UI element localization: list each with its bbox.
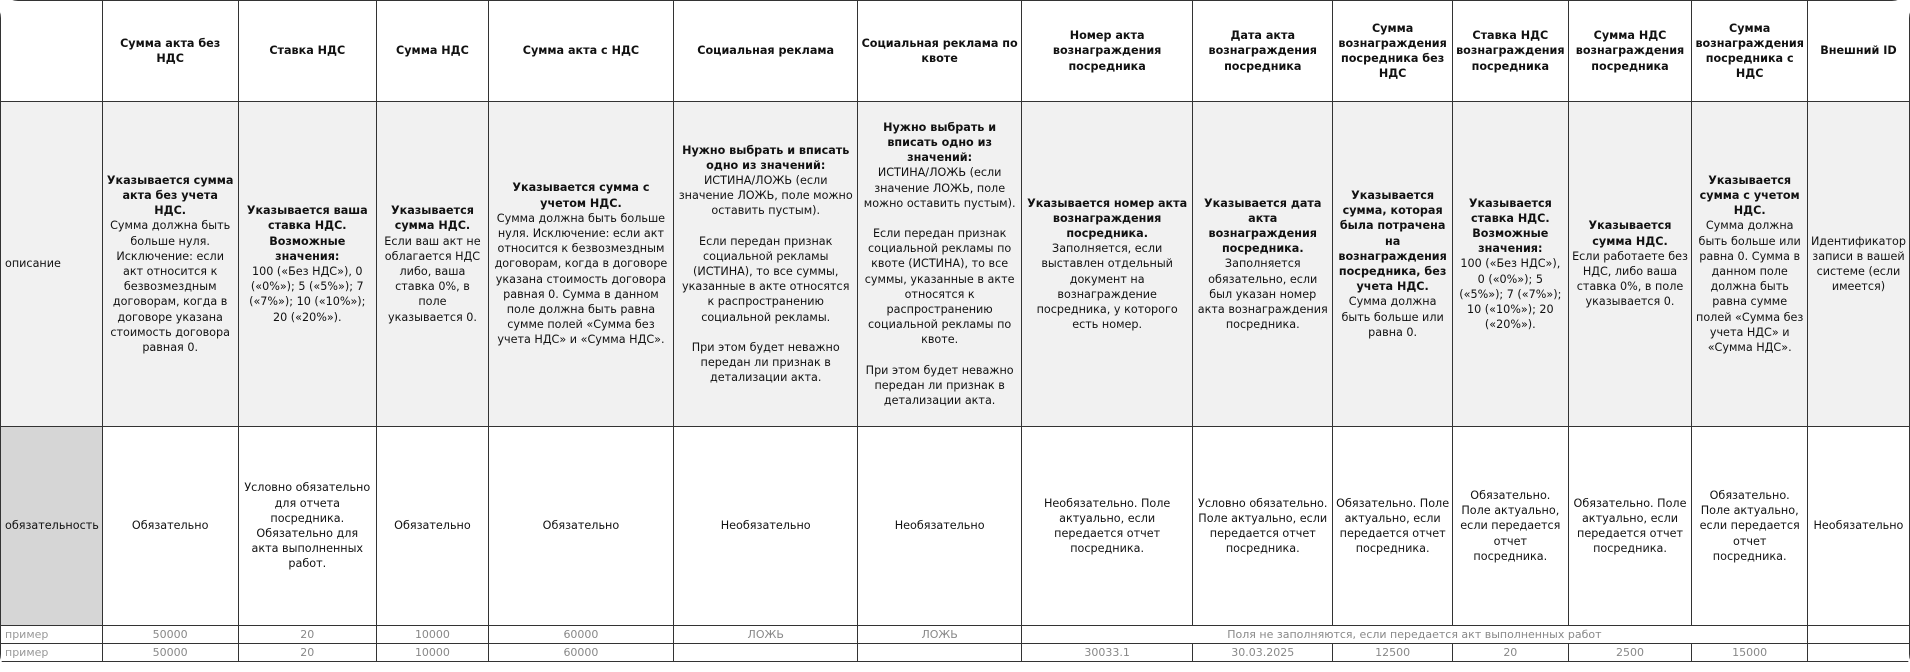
description-cell[interactable]: Указывается сумма НДС. Если работаете без НДС, либо ваша ставка 0%, в поле указывается 0. (1568, 102, 1692, 427)
required-row (1, 427, 1910, 626)
description-cell[interactable]: Указывается ваша ставка НДС. Возможные значения: 100 («Без НДС»), 0 («0%»); 5 («5%»); 7 («7%»); 10 («10%»); 20 («20%»). (238, 102, 377, 427)
header-cell[interactable]: Сумма вознаграждения посредника без НДС (1333, 1, 1453, 102)
header-cell[interactable]: Ставка НДС вознаграждения посредника (1453, 1, 1568, 102)
header-cell[interactable]: Сумма акта с НДС (488, 1, 673, 102)
example-cell[interactable]: 15000 (1692, 644, 1807, 662)
example-cell[interactable]: 12500 (1333, 644, 1453, 662)
example-cell[interactable] (1807, 644, 1909, 662)
description-cell[interactable]: Указывается сумма НДС. Если ваш акт не облагается НДС либо, ваша ставка 0%, в поле указывается 0. (377, 102, 489, 427)
required-cell[interactable]: Обязательно (488, 427, 673, 626)
example-row (1, 626, 1910, 644)
row-label[interactable]: пример (1, 626, 103, 644)
header-cell[interactable]: Дата акта вознаграждения посредника (1193, 1, 1333, 102)
required-cell[interactable]: Обязательно (102, 427, 238, 626)
required-cell[interactable]: Условно обязательно для отчета посредника. Обязательно для акта выполненных работ. (238, 427, 377, 626)
description-cell[interactable]: Указывается сумма с учетом НДС. Сумма должна быть больше или равна 0. Сумма в данном поле должна быть равна сумме полей «Сумма без учета НДС» и «Сумма НДС». (1692, 102, 1807, 427)
example-cell[interactable]: 10000 (377, 644, 489, 662)
required-cell[interactable]: Необязательно. Поле актуально, если передается отчет посредника. (1021, 427, 1192, 626)
description-cell[interactable]: Идентификатор записи в вашей системе (если имеется) (1807, 102, 1909, 427)
example-cell[interactable]: 60000 (488, 626, 673, 644)
description-cell[interactable]: Нужно выбрать и вписать одно из значений: ИСТИНА/ЛОЖЬ (если значение ЛОЖЬ, поле можно оставить пустым). Если передан признак социальной рекламы по квоте (ИСТИНА), то все суммы, указанные в акте относятся к распространению социальной рекламы по квоте. При этом будет неважно передан ли признак в детализации акта. (858, 102, 1022, 427)
required-cell[interactable]: Обязательно. Поле актуально, если передается отчет посредника. (1333, 427, 1453, 626)
example-cell[interactable]: ЛОЖЬ (674, 626, 858, 644)
description-cell[interactable]: Указывается сумма, которая была потрачена на вознаграждения посредника, без учета НДС. Сумма должна быть больше или равна 0. (1333, 102, 1453, 427)
header-cell[interactable]: Социальная реклама по квоте (858, 1, 1022, 102)
example-cell[interactable]: 20 (238, 626, 377, 644)
example-cell[interactable]: 20 (238, 644, 377, 662)
example-cell[interactable]: ЛОЖЬ (858, 626, 1022, 644)
required-cell[interactable]: Обязательно. Поле актуально, если передается отчет посредника. (1453, 427, 1568, 626)
header-cell[interactable]: Внешний ID (1807, 1, 1909, 102)
header-cell[interactable] (1, 1, 103, 102)
header-row (1, 1, 1910, 102)
required-cell[interactable]: Обязательно. Поле актуально, если передается отчет посредника. (1692, 427, 1807, 626)
description-cell[interactable]: Указывается номер акта вознаграждения посредника. Заполняется, если выставлен отдельный документ на вознаграждение посредника, у которого есть номер. (1021, 102, 1192, 427)
example-row (1, 644, 1910, 662)
header-cell[interactable]: Номер акта вознаграждения посредника (1021, 1, 1192, 102)
example-cell[interactable]: 10000 (377, 626, 489, 644)
required-cell[interactable]: Необязательно (858, 427, 1022, 626)
example-cell[interactable]: 50000 (102, 626, 238, 644)
example-cell[interactable]: 50000 (102, 644, 238, 662)
required-cell[interactable]: Обязательно (377, 427, 489, 626)
description-cell[interactable]: Указывается сумма акта без учета НДС. Сумма должна быть больше нуля. Исключение: если акт относится к безвозмездным договорам, когда в договоре указана стоимость договора равная 0. (102, 102, 238, 427)
row-label[interactable]: обязательность (1, 427, 103, 626)
row-label[interactable]: пример (1, 644, 103, 662)
example-cell[interactable] (1807, 626, 1909, 644)
header-cell[interactable]: Сумма НДС (377, 1, 489, 102)
description-row (1, 102, 1910, 427)
description-cell[interactable]: Указывается ставка НДС. Возможные значения: 100 («Без НДС»), 0 («0%»); 5 («5%»); 7 («7%»); 10 («10%»); 20 («20%»). (1453, 102, 1568, 427)
row-label[interactable]: описание (1, 102, 103, 427)
example-cell[interactable] (674, 644, 858, 662)
description-cell[interactable]: Указывается сумма с учетом НДС. Сумма должна быть больше нуля. Исключение: если акт относится к безвозмездным договорам, когда в договоре указана стоимость договора равная 0. Сумма в данном поле должна быть равна сумме полей «Сумма без учета НДС» и «Сумма НДС». (488, 102, 673, 427)
required-cell[interactable]: Необязательно (674, 427, 858, 626)
header-cell[interactable]: Сумма акта без НДС (102, 1, 238, 102)
example-cell[interactable] (858, 644, 1022, 662)
header-cell[interactable]: Социальная реклама (674, 1, 858, 102)
header-cell[interactable]: Ставка НДС (238, 1, 377, 102)
example-cell[interactable]: 2500 (1568, 644, 1692, 662)
example-cell[interactable]: 30033.1 (1021, 644, 1192, 662)
intermediary-note[interactable]: Поля не заполняются, если передается акт выполненных работ (1021, 626, 1807, 644)
header-cell[interactable]: Сумма вознаграждения посредника с НДС (1692, 1, 1807, 102)
description-cell[interactable]: Указывается дата акта вознаграждения посредника. Заполняется обязательно, если был указан номер акта вознаграждения посредника. (1193, 102, 1333, 427)
header-cell[interactable]: Сумма НДС вознаграждения посредника (1568, 1, 1692, 102)
example-cell[interactable]: 60000 (488, 644, 673, 662)
description-cell[interactable]: Нужно выбрать и вписать одно из значений: ИСТИНА/ЛОЖЬ (если значение ЛОЖЬ, поле можно оставить пустым). Если передан признак социальной рекламы (ИСТИНА), то все суммы, указанные в акте относятся к распространению социальной рекламы. При этом будет неважно передан ли признак в детализации акта. (674, 102, 858, 427)
required-cell[interactable]: Условно обязательно. Поле актуально, если передается отчет посредника. (1193, 427, 1333, 626)
example-cell[interactable]: 30.03.2025 (1193, 644, 1333, 662)
example-cell[interactable]: 20 (1453, 644, 1568, 662)
required-cell[interactable]: Необязательно (1807, 427, 1909, 626)
required-cell[interactable]: Обязательно. Поле актуально, если передается отчет посредника. (1568, 427, 1692, 626)
